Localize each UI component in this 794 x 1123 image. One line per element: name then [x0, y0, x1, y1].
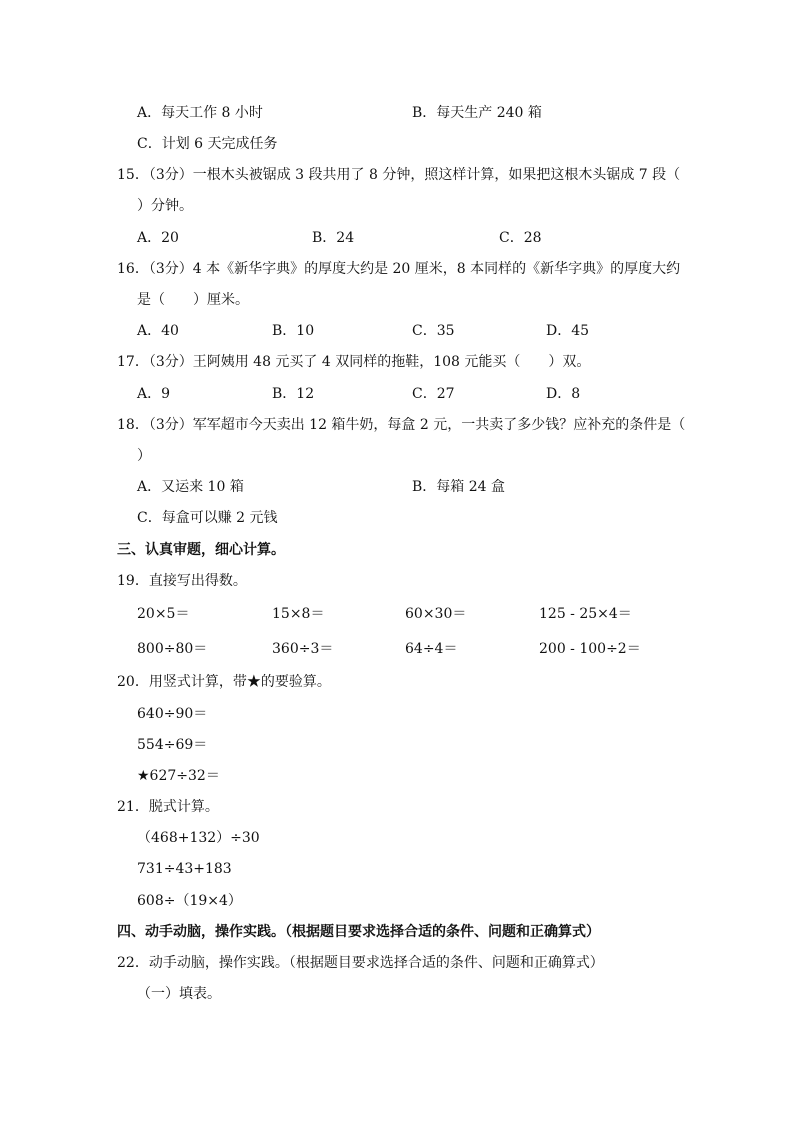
- q16-option-d: D．45: [546, 323, 590, 339]
- q19-stem: 19．直接写出得数。: [117, 573, 247, 589]
- q17-option-b: B．12: [272, 386, 315, 402]
- q17-option-c: C．27: [412, 386, 455, 402]
- section4-title: 四、动手动脑，操作实践。（根据题目要求选择合适的条件、问题和正确算式）: [117, 924, 600, 940]
- q19-row2-item3: 64÷4＝: [405, 641, 458, 657]
- q16-option-c: C．35: [412, 323, 455, 339]
- q19-row2-item2: 360÷3＝: [272, 641, 334, 657]
- q19-row1-item4: 125 - 25×4＝: [539, 606, 632, 622]
- q20-item-1: 640÷90＝: [137, 706, 208, 722]
- q20-stem: 20．用竖式计算，带★的要验算。: [117, 674, 331, 690]
- q16-option-a: A．40: [137, 323, 179, 339]
- q21-item-3: 608÷（19×4）: [137, 893, 242, 909]
- q22-stem: 22．动手动脑，操作实践。（根据题目要求选择合适的条件、问题和正确算式）: [117, 955, 604, 971]
- section3-title: 三、认真审题，细心计算。: [117, 542, 285, 558]
- q18-option-c: C．每盒可以赚 2 元钱: [137, 510, 278, 526]
- q20-item-3: ★627÷32＝: [137, 768, 220, 784]
- q15-option-c: C．28: [499, 230, 542, 246]
- q14-option-b: B．每天生产 240 箱: [412, 105, 542, 121]
- q18-stem-line1: 18．（3分）军军超市今天卖出 12 箱牛奶，每盒 2 元，一共卖了多少钱？应补充的条件是（: [117, 417, 686, 433]
- q19-row1-item2: 15×8＝: [272, 606, 325, 622]
- q19-row2-item1: 800÷80＝: [137, 641, 208, 657]
- q19-row1-item3: 60×30＝: [405, 606, 467, 622]
- q17-option-d: D．8: [546, 386, 581, 402]
- q15-option-b: B．24: [312, 230, 355, 246]
- q16-option-b: B．10: [272, 323, 315, 339]
- q15-option-a: A．20: [137, 230, 179, 246]
- q21-stem: 21．脱式计算。: [117, 799, 219, 815]
- q20-item-2: 554÷69＝: [137, 737, 208, 753]
- q18-option-a: A．又运来 10 箱: [137, 479, 244, 495]
- q19-row1-item1: 20×5＝: [137, 606, 190, 622]
- q18-stem-line2: ）: [137, 448, 151, 464]
- q16-stem-line2: 是（ ）厘米。: [137, 292, 249, 308]
- q21-item-1: （468+132）÷30: [137, 830, 260, 846]
- q17-stem: 17．（3分）王阿姨用 48 元买了 4 双同样的拖鞋，108 元能买（ ）双。: [117, 354, 591, 370]
- q17-option-a: A．9: [137, 386, 171, 402]
- q22-sub-part-1: （一）填表。: [137, 986, 221, 1002]
- q15-stem-line2: ）分钟。: [137, 198, 193, 214]
- q19-row2-item4: 200 - 100÷2＝: [539, 641, 641, 657]
- q14-option-c: C．计划 6 天完成任务: [137, 136, 278, 152]
- q21-item-2: 731÷43+183: [137, 861, 232, 877]
- q14-option-a: A．每天工作 8 小时: [137, 105, 263, 121]
- q15-stem-line1: 15．（3分）一根木头被锯成 3 段共用了 8 分钟，照这样计算，如果把这根木头锯成 7 段（: [117, 167, 681, 183]
- q18-option-b: B．每箱 24 盒: [412, 479, 506, 495]
- q16-stem-line1: 16．（3分）4 本《新华字典》的厚度大约是 20 厘米，8 本同样的《新华字典》的厚度大约: [117, 261, 681, 277]
